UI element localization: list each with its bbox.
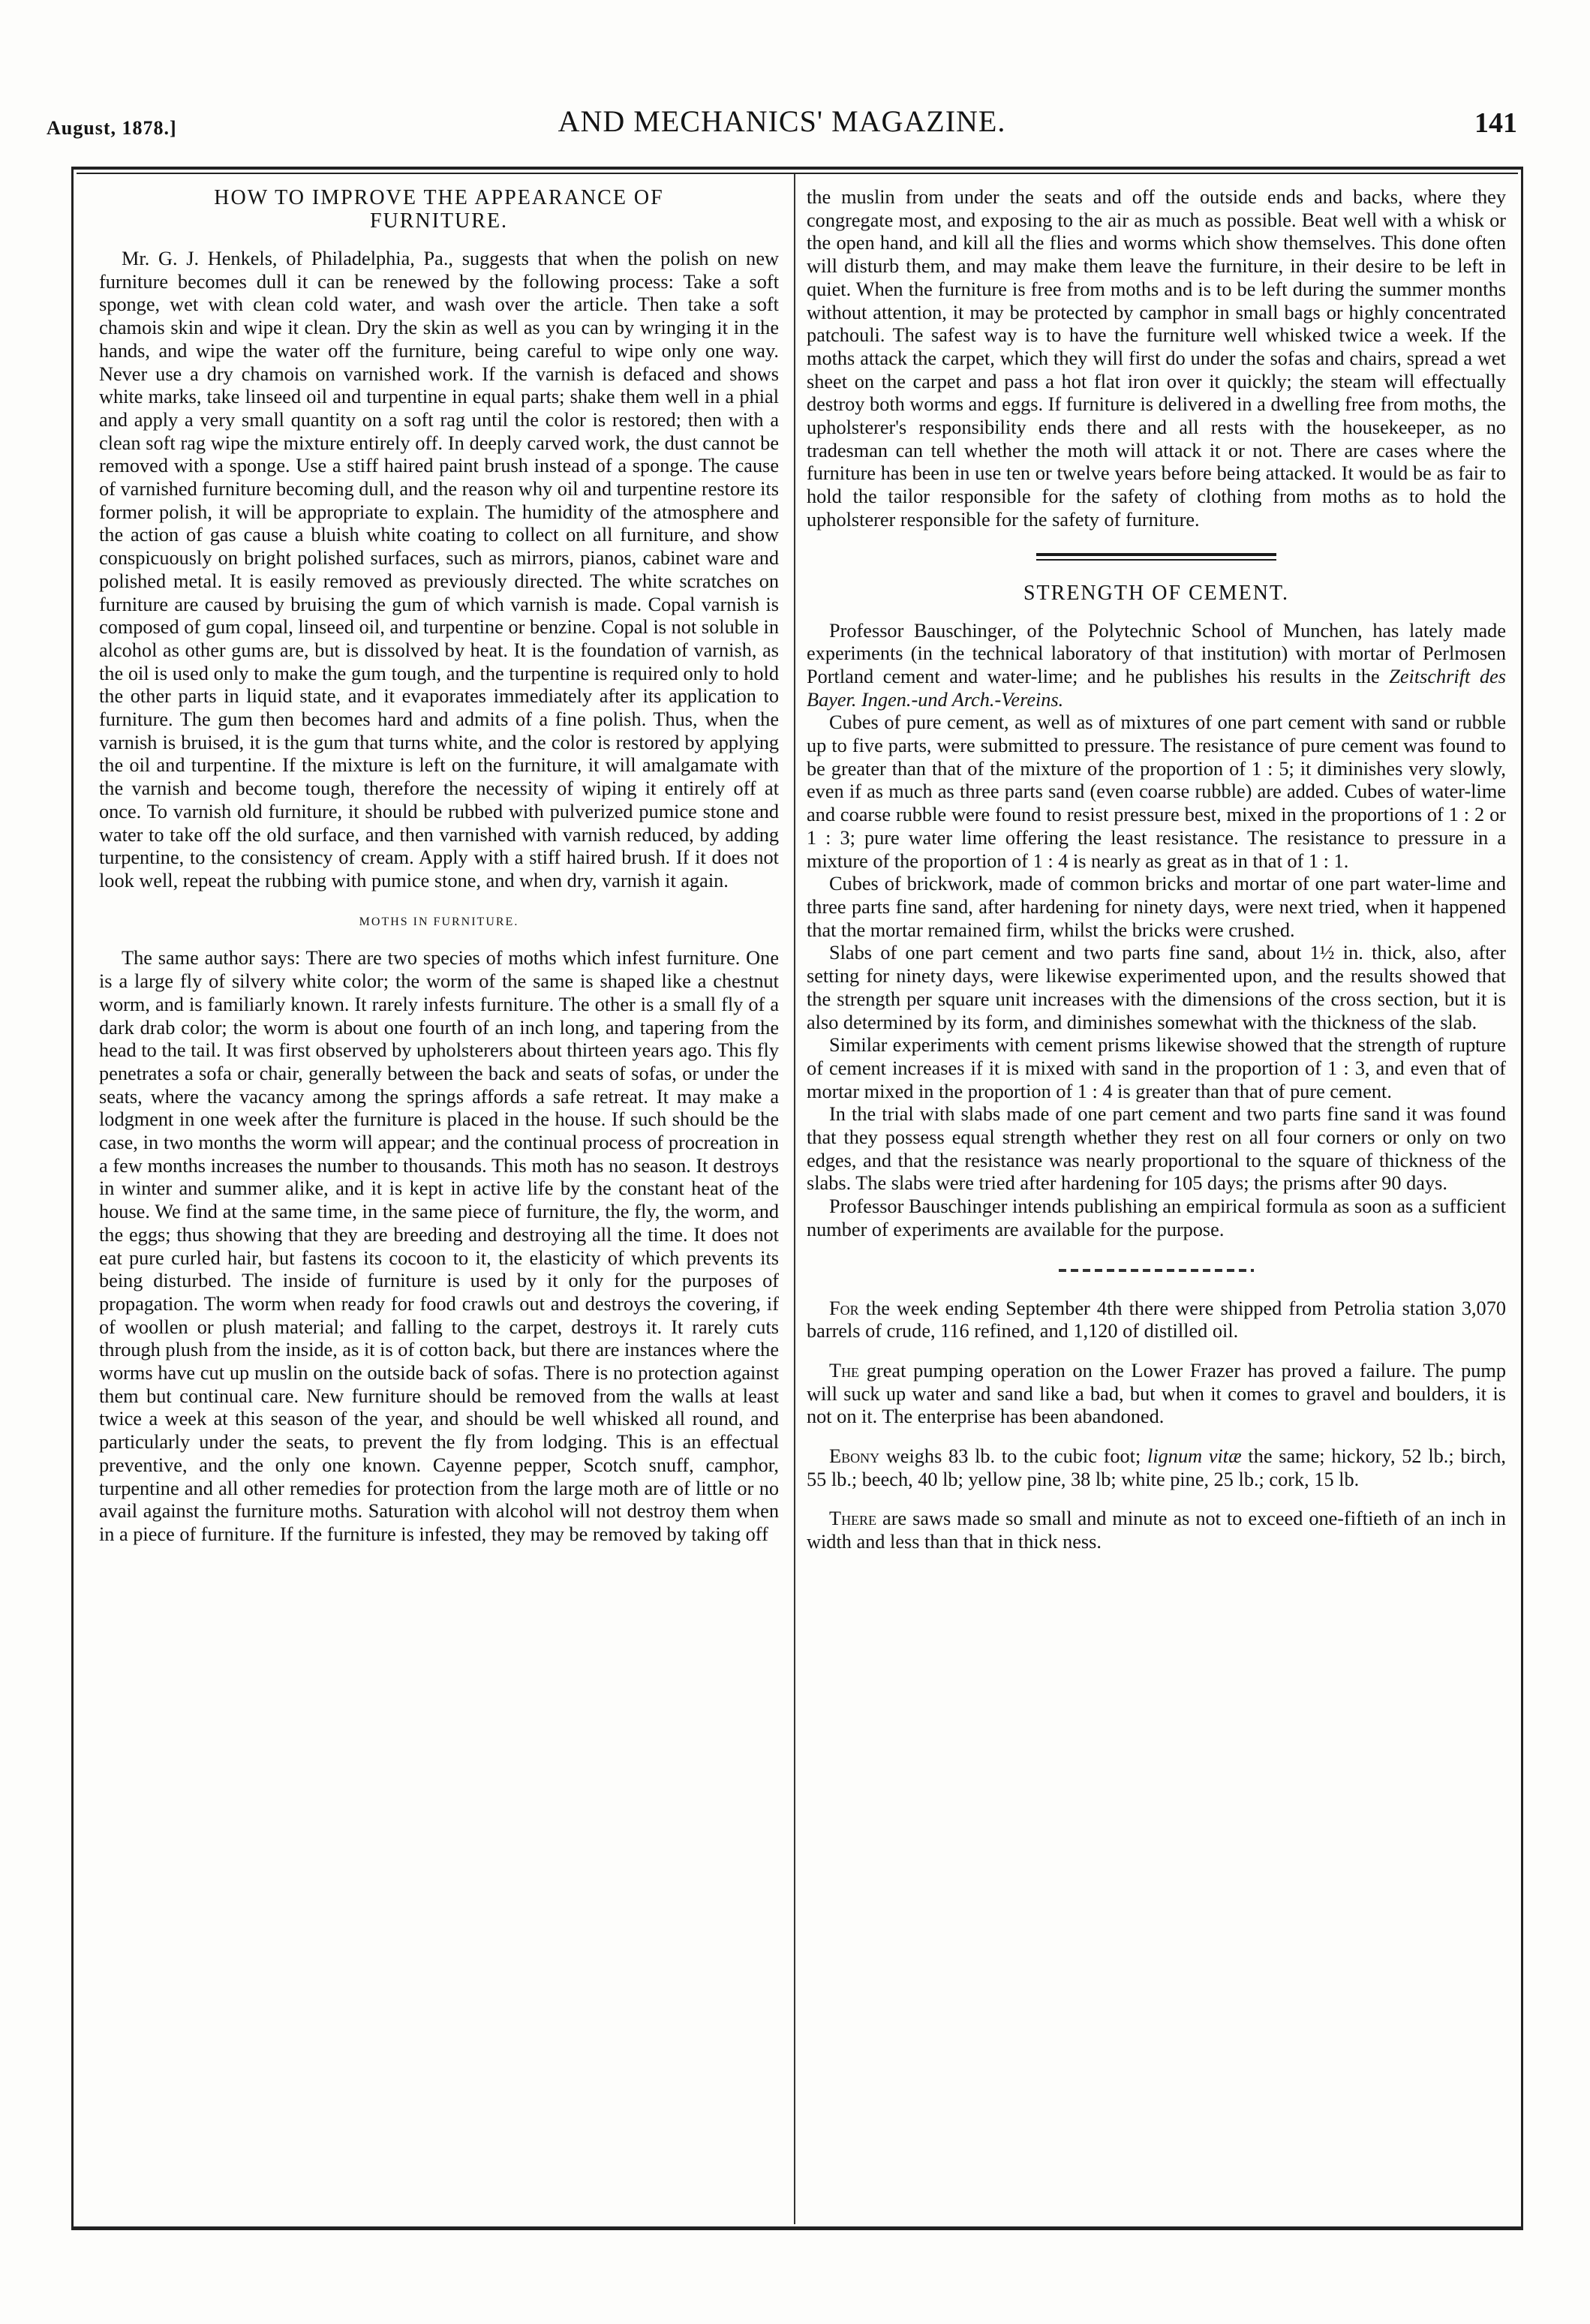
- section-rule: [1036, 553, 1276, 561]
- article-paragraph: In the trial with slabs made of one part cement and two parts fine sand it was found that they possess equal strength whether they rest on all four corners or only on two edges, and that the resistance was nearly proportional to the square of thickness of the slabs. The slabs were tried after hardening for 105 days; the prisms after 90 days.: [807, 1103, 1506, 1195]
- note-body: weighs 83 lb. to the cubic foot;: [879, 1445, 1148, 1468]
- right-column: [807, 186, 1506, 1554]
- note-italic: lignum vitæ: [1147, 1445, 1242, 1468]
- subheading-moths: MOTHS IN FURNITURE.: [359, 915, 519, 928]
- article-title-cement: STRENGTH OF CEMENT.: [1023, 581, 1290, 605]
- column-divider: [794, 174, 795, 2224]
- news-note: [807, 1360, 1506, 1429]
- article-paragraph: Cubes of brickwork, made of common bricks and mortar of one part water-lime and three parts fine sand, after hardening for ninety days, were next tried, when it happened that the mortar remained firm, whilst the bricks were crushed.: [807, 873, 1506, 941]
- news-note: [807, 1297, 1506, 1343]
- note-body: the same; hickory, 52 lb.; birch, 55 lb.; beech, 40 lb; yellow pine, 38 lb; white pine, 25 lb.; cork, 15 lb.: [807, 1445, 1506, 1490]
- page-number: 141: [1474, 107, 1517, 139]
- page-header: [47, 104, 1517, 149]
- article-paragraph: Similar experiments with cement prisms likewise showed that the strength of rupture of cement increases if it is mixed with sand in the proportion of 1 : 3, and even that of mortar mixed in the proportion of 1 : 4 is greater than that of pure cement.: [807, 1034, 1506, 1102]
- article-title-line2: FURNITURE.: [369, 209, 509, 233]
- article-title-line1: HOW TO IMPROVE THE APPEARANCE OF: [214, 186, 664, 209]
- article-paragraph: Professor Bauschinger intends publishing an empirical formula as soon as a sufficient number of experiments are available for the purpose.: [807, 1195, 1506, 1240]
- ornamental-divider: [1059, 1269, 1254, 1272]
- article-paragraph: [807, 620, 1506, 712]
- note-body: the week ending September 4th there were shipped from Petrolia station 3,070 barrels of crude, 116 refined, and 1,120 of distilled oil.: [807, 1297, 1506, 1342]
- left-column: [99, 186, 779, 1547]
- article-paragraph: Slabs of one part cement and two parts fine sand, about 1½ in. thick, also, after setting for ninety days, were likewise experimented upon, and the results showed that the strength per square unit increases with the dimensions of the cross section, but it is also determined by its form, and diminishes somewhat with the thickness of the slab.: [807, 942, 1506, 1033]
- note-body: are saws made so small and minute as not to exceed one-fiftieth of an inch in width and less than that in thick ness.: [807, 1508, 1506, 1553]
- article-paragraph: Mr. G. J. Henkels, of Philadelphia, Pa., suggests that when the polish on new furniture becomes dull it can be renewed by the following process: Take a soft sponge, wet with clean cold water, and wash over the article. Then take a soft chamois skin and wipe it clean. Dry the skin as well as you can by wringing it in the hands, and wipe the water off the furniture, being careful to wipe only one way. Never use a dry chamois on varnished work. If the varnish is defaced and shows white marks, take linseed oil and turpentine in equal parts; shake them well in a phial and apply a very small quantity on a soft rag until the color is restored; then with a clean soft rag wipe the mixture entirely off. In deeply carved work, the dust cannot be removed with a sponge. Use a stiff haired paint brush instead of a sponge. The cause of varnished furniture becoming dull, and the reason why oil and turpentine restore its former polish, it will be appropriate to explain. The humidity of the atmosphere and the action of gas cause a bluish white coating to collect on all furniture, and show conspicuously on bright polished surfaces, such as mirrors, pianos, cabinet ware and polished metal. It is easily removed as previously directed. The white scratches on furniture are caused by bruising the gum of which varnish is made. Copal varnish is composed of gum copal, linseed oil, and turpentine or benzine. Copal is not soluble in alcohol as other gums are, but is dissolved by heat. It is the foundation of varnish, as the oil is used only to make the gum tough, and the turpentine is required only to hold the other parts in liquid state, and it evaporates immediately after its application to furniture. The gum then becomes hard and admits of a fine polish. Thus, when the varnish is bruised, it is the gum that turns white, and the color is restored by applying the oil and turpentine. If the mixture is left on the furniture, it will amalgamate with the varnish and become tough, therefore the necessity of wiping it entirely off at once. To varnish old furniture, it should be rubbed with pulverized pumice stone and water to take off the old surface, and then varnished with varnish reduced, by adding turpentine, to the consistency of cream. Apply with a stiff haired brush. If it does not look well, repeat the rubbing with pumice stone, and when dry, varnish it again.: [99, 248, 779, 891]
- note-lead: The: [829, 1359, 860, 1381]
- article-paragraph: The same author says: There are two species of moths which infest furniture. One is a large fly of silvery white color; the worm of the same is shaped like a chestnut worm, and is familiarly known. It rarely infests furniture. The other is a small fly of a dark drab color; the worm is about one fourth of an inch long, and tapering from the head to the tail. It was first observed by upholsterers about thirteen years ago. This fly penetrates a sofa or chair, generally between the back and seats of sofas, or under the seats, where the vacancy among the springs affords a safe retreat. It may make a lodgment in one week after the furniture is placed in the house. If such should be the case, in two months the worm will appear; and the continual process of procreation in a few months increases the number to thousands. This moth has no season. It destroys in winter and summer alike, and it is kept in active life by the constant heat of the house. We find at the same time, in the same piece of furniture, the fly, the worm, and the eggs; thus showing that they are breeding and destroying all the time. It does not eat pure curled hair, but fastens its cocoon to it, the elasticity of which prevents its being disturbed. The inside of furniture is used by it only for the purposes of propagation. The worm when ready for food crawls out and destroys the covering, if of woollen or plush material; and falling to the carpet, destroys it. It rarely cuts through plush from the inside, as it is of cotton back, but there are instances where the worms have cut up muslin on the outside back of sofas. There is no protection against them but continual care. New furniture should be removed from the walls at least twice a week at this season of the year, and should be well whisked all round, and particularly under the seats, to prevent the fly from lodging. This is an effectual preventive, and the only one known. Cayenne pepper, Scotch snuff, camphor, turpentine and all other remedies for protection from the large moth are of little or no avail against the furniture moths. Saturation with alcohol will not destroy them when in a piece of furniture. If the furniture is infested, they may be removed by taking off: [99, 947, 779, 1545]
- note-lead: For: [829, 1297, 859, 1319]
- article-paragraph: Cubes of pure cement, as well as of mixtures of one part cement with sand or rubble up to five parts, were submitted to pressure. The resistance of pure cement was found to be greater than that of the mixture of the proportion of 1 : 5; it diminishes very slowly, even if as much as three parts sand (even coarse rubble) are added. Cubes of water-lime and coarse rubble were found to resist pressure best, mixed in the proportions of 1 : 2 or 1 : 3; pure water lime offering the least resistance. The resistance to pressure in a mixture of the proportion of 1 : 4 is nearly as great as in that of 1 : 1.: [807, 711, 1506, 872]
- news-note: [807, 1508, 1506, 1553]
- article-title-furniture: [99, 186, 779, 233]
- article-continuation: the muslin from under the seats and off the outside ends and backs, where they congregate most, and exposing to the air as much as possible. Beat well with a whisk or the open hand, and kill all the flies and worms which show themselves. This done often will disturb them, and may make them leave the furniture, in their desire to be left in quiet. When the furniture is free from moths and is to be left during the summer months without attention, it may be protected by camphor in small bags or highly concentrated patchouli. The safest way is to have the furniture well whisked twice a week. If the moths attack the carpet, which they will first do under the sofas and chairs, spread a wet sheet on the carpet and pass a hot flat iron over it quickly; the steam will effectually destroy both worms and eggs. If furniture is delivered in a dwelling free from moths, the upholsterer's responsibility ends there and all rests with the housekeeper, as no tradesman can tell whether the moth will attack it or not. There are cases where the furniture has been in use ten or twelve years before being attacked. It would be as fair to hold the tailor responsible for the safety of clothing from moths as to hold the upholsterer responsible for the safety of furniture.: [807, 186, 1506, 531]
- note-body: great pumping operation on the Lower Frazer has proved a failure. The pump will suck up water and sand like a bad, but when it comes to gravel and boulders, it is not on it. The enterprise has been abandoned.: [807, 1359, 1506, 1428]
- journal-name: Zeitschrift des Bayer. Ingen.-und Arch.-Vereins.: [807, 665, 1506, 711]
- paragraph-text: Professor Bauschinger, of the Polytechnic School of Munchen, has lately made experiments (in the technical laboratory of that institution) with mortar of Perlmosen Portland cement and water-lime; and he publishes his results in the: [807, 619, 1506, 687]
- header-date: August, 1878.]: [47, 117, 177, 139]
- magazine-title: AND MECHANICS' MAGAZINE.: [558, 104, 1006, 138]
- note-lead: Ebony: [829, 1445, 880, 1468]
- news-note: [807, 1445, 1506, 1491]
- note-lead: There: [829, 1508, 877, 1530]
